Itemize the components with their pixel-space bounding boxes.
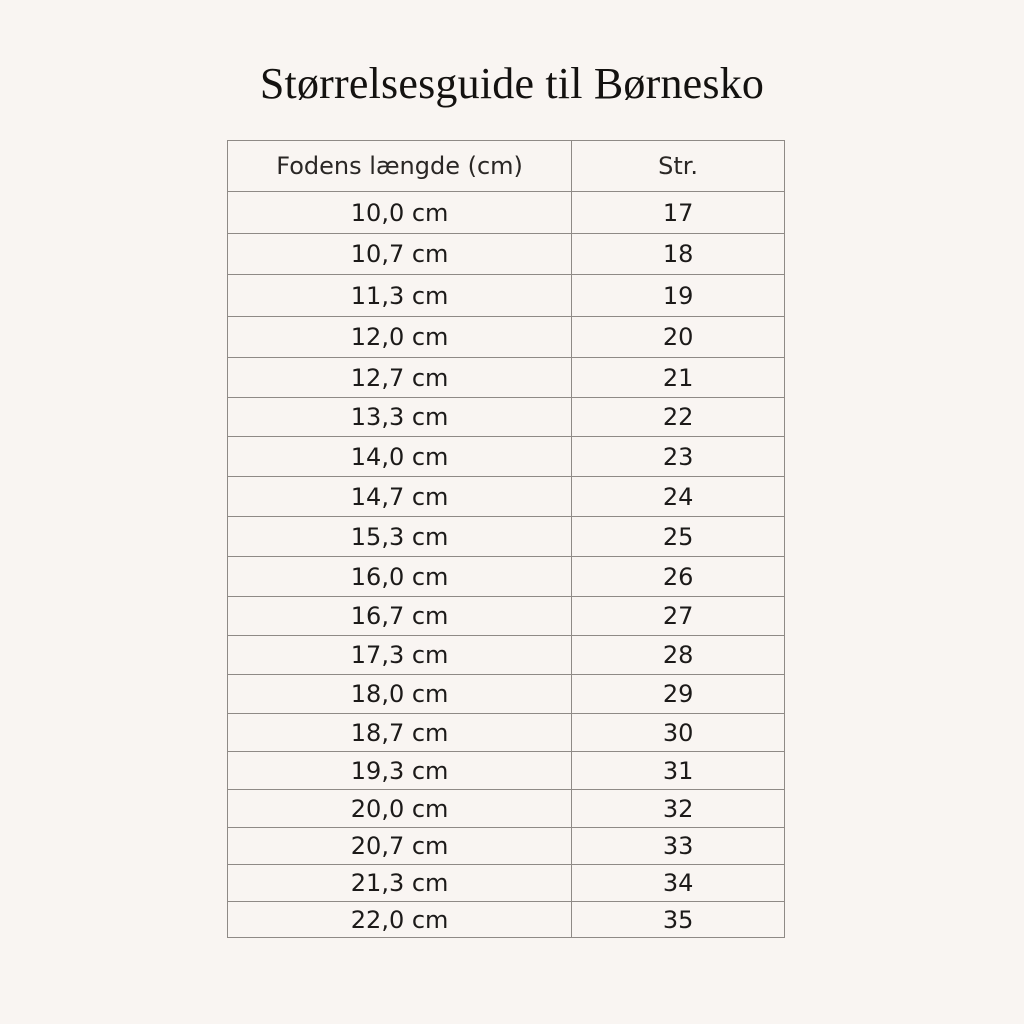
foot-length-cell: 10,7 cm bbox=[228, 234, 572, 275]
table-row bbox=[228, 636, 785, 675]
size-cell: 19 bbox=[572, 275, 785, 317]
page-title: Størrelsesguide til Børnesko bbox=[259, 59, 765, 108]
size-cell: 24 bbox=[572, 477, 785, 517]
table-row bbox=[228, 714, 785, 752]
table-row bbox=[228, 517, 785, 557]
table-row bbox=[228, 317, 785, 358]
foot-length-cell: 20,0 cm bbox=[228, 790, 572, 828]
table-row bbox=[228, 358, 785, 398]
size-cell: 17 bbox=[572, 192, 785, 234]
size-cell: 29 bbox=[572, 675, 785, 714]
table-row bbox=[228, 398, 785, 437]
foot-length-cell: 11,3 cm bbox=[228, 275, 572, 317]
table-row bbox=[228, 790, 785, 828]
foot-length-cell: 16,0 cm bbox=[228, 557, 572, 597]
table-row bbox=[228, 275, 785, 317]
table-row bbox=[228, 437, 785, 477]
column-header-size: Str. bbox=[572, 141, 785, 192]
size-cell: 35 bbox=[572, 902, 785, 938]
size-cell: 18 bbox=[572, 234, 785, 275]
foot-length-cell: 10,0 cm bbox=[228, 192, 572, 234]
table-row bbox=[228, 477, 785, 517]
table-row bbox=[228, 597, 785, 636]
size-cell: 34 bbox=[572, 865, 785, 902]
foot-length-cell: 19,3 cm bbox=[228, 752, 572, 790]
table-row bbox=[228, 192, 785, 234]
table-header-row bbox=[228, 141, 785, 192]
size-cell: 21 bbox=[572, 358, 785, 398]
foot-length-cell: 12,0 cm bbox=[228, 317, 572, 358]
size-cell: 22 bbox=[572, 398, 785, 437]
size-cell: 31 bbox=[572, 752, 785, 790]
foot-length-cell: 20,7 cm bbox=[228, 828, 572, 865]
size-guide-table bbox=[227, 140, 785, 938]
table-row bbox=[228, 865, 785, 902]
table-row bbox=[228, 675, 785, 714]
table-row bbox=[228, 557, 785, 597]
size-cell: 23 bbox=[572, 437, 785, 477]
table-row bbox=[228, 234, 785, 275]
foot-length-cell: 13,3 cm bbox=[228, 398, 572, 437]
size-cell: 33 bbox=[572, 828, 785, 865]
foot-length-cell: 17,3 cm bbox=[228, 636, 572, 675]
column-header-foot-length: Fodens længde (cm) bbox=[228, 141, 572, 192]
foot-length-cell: 15,3 cm bbox=[228, 517, 572, 557]
table-row bbox=[228, 828, 785, 865]
size-cell: 26 bbox=[572, 557, 785, 597]
foot-length-cell: 18,7 cm bbox=[228, 714, 572, 752]
size-cell: 28 bbox=[572, 636, 785, 675]
table-row bbox=[228, 902, 785, 938]
table-row bbox=[228, 752, 785, 790]
size-cell: 25 bbox=[572, 517, 785, 557]
size-cell: 30 bbox=[572, 714, 785, 752]
foot-length-cell: 22,0 cm bbox=[228, 902, 572, 938]
size-cell: 32 bbox=[572, 790, 785, 828]
foot-length-cell: 18,0 cm bbox=[228, 675, 572, 714]
foot-length-cell: 16,7 cm bbox=[228, 597, 572, 636]
foot-length-cell: 21,3 cm bbox=[228, 865, 572, 902]
foot-length-cell: 14,0 cm bbox=[228, 437, 572, 477]
size-cell: 20 bbox=[572, 317, 785, 358]
size-cell: 27 bbox=[572, 597, 785, 636]
foot-length-cell: 12,7 cm bbox=[228, 358, 572, 398]
foot-length-cell: 14,7 cm bbox=[228, 477, 572, 517]
